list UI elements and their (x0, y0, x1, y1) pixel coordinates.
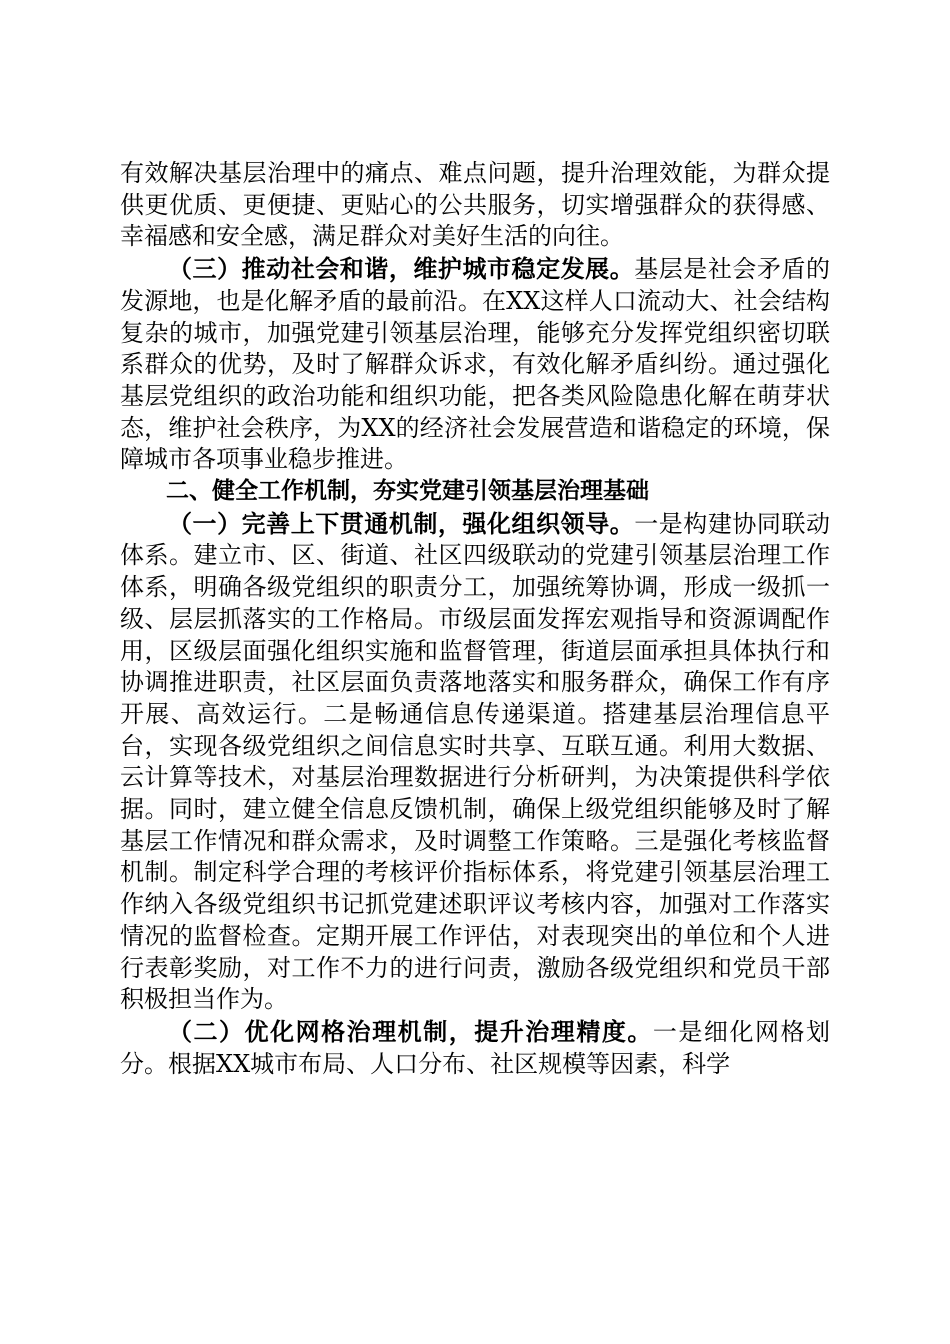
paragraph-lead: （一）完善上下贯通机制，强化组织领导。 (168, 508, 635, 538)
document-page (120, 158, 830, 1080)
paragraph-coordination-mechanism (120, 508, 830, 1016)
paragraph-text: 一是构建协同联动体系。建立市、区、街道、社区四级联动的党建引领基层治理工作体系，明确各级党组织的职责分工，加强统筹协调，形成一级抓一级、层层抓落实的工作格局。市级层面发挥宏观指导和资源调配作用，区级层面强化组织实施和监督管理，街道层面承担具体执行和协调推进职责，社区层面负责落地落实和服务群众，确保工作有序开展、高效运行。二是畅通信息传递渠道。搭建基层治理信息平台，实现各级党组织之间信息实时共享、互联互通。利用大数据、云计算等技术，对基层治理数据进行分析研判，为决策提供科学依据。同时，建立健全信息反馈机制，确保上级党组织能够及时了解基层工作情况和群众需求，及时调整工作策略。三是强化考核监督机制。制定科学合理的考核评价指标体系，将党建引领基层治理工作纳入各级党组织书记抓党建述职评议考核内容，加强对工作落实情况的监督检查。定期开展工作评估，对表现突出的单位和个人进行表彰奖励，对工作不力的进行问责，激励各级党组织和党员干部积极担当作为。 (120, 509, 831, 1014)
paragraph-grid-governance (120, 1016, 830, 1080)
paragraph-social-harmony (120, 253, 830, 476)
paragraph-text: 基层是社会矛盾的发源地，也是化解矛盾的最前沿。在XX这样人口流动大、社会结构复杂的城市，加强党建引领基层治理，能够充分发挥党组织密切联系群众的优势，及时了解群众诉求，有效化解矛盾纠纷。通过强化基层党组织的政治功能和组织功能，把各类风险隐患化解在萌芽状态，维护社会秩序，为XX的经济社会发展营造和谐稳定的环境，保障城市各项事业稳步推进。 (120, 255, 831, 474)
paragraph-continuation (120, 158, 830, 253)
paragraph-lead: （三）推动社会和谐，维护城市稳定发展。 (168, 254, 635, 284)
paragraph-lead: （二）优化网格治理机制，提升治理精度。 (168, 1016, 653, 1046)
paragraph-text: 一是细化网格划分。根据XX城市布局、人口分布、社区规模等因素，科学 (120, 1017, 831, 1078)
paragraph-text: 有效解决基层治理中的痛点、难点问题，提升治理效能，为群众提供更优质、更便捷、更贴心的公共服务，切实增强群众的获得感、幸福感和安全感，满足群众对美好生活的向往。 (120, 159, 830, 251)
section-heading-2: 二、健全工作机制，夯实党建引领基层治理基础 (166, 478, 649, 505)
